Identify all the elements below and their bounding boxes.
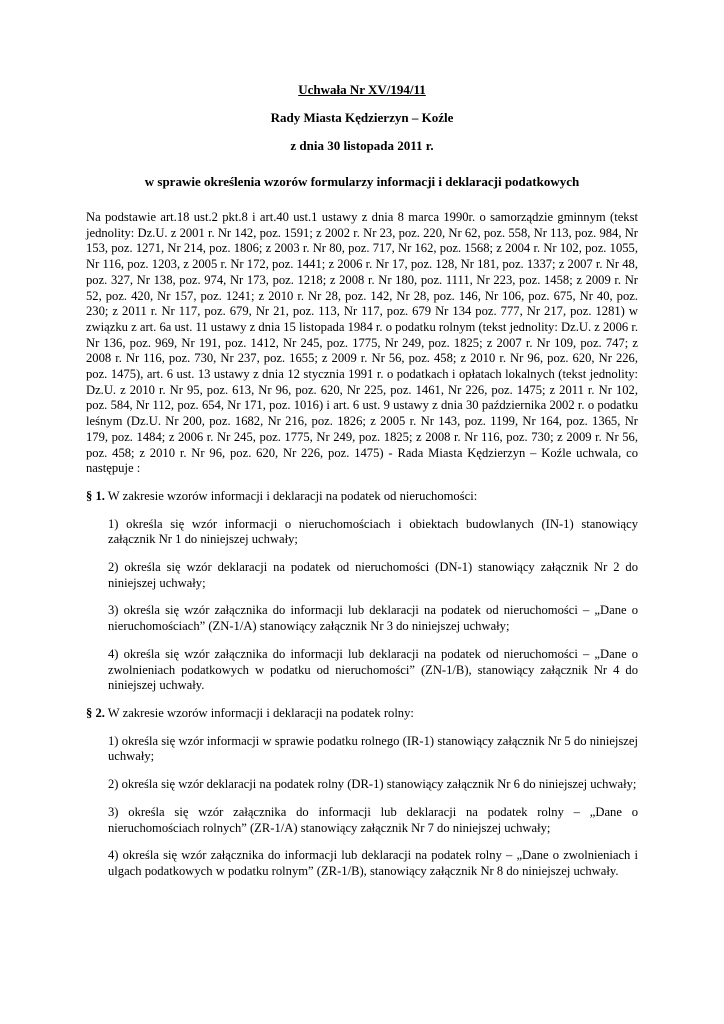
document-page <box>86 82 638 892</box>
section-2-item-4: 4) określa się wzór załącznika do informacji lub deklaracji na podatek rolny – „Dane o zwolnieniach i ulgach podatkowych w podatku rolnym” (ZR-1/B), stanowiący załącznik Nr 8 do niniejszej uchwały. <box>108 848 638 878</box>
section-2-item-3: 3) określa się wzór załącznika do informacji lub deklaracji na podatek rolny – „Dane o nieruchomościach rolnych” (ZR-1/A) stanowiący załącznik Nr 7 do niniejszej uchwały; <box>108 804 638 835</box>
section-1-item-2: 2) określa się wzór deklaracji na podatek od nieruchomości (DN-1) stanowiący załącznik Nr 2 do niniejszej uchwały; <box>108 560 638 590</box>
section-1-item-3: 3) określa się wzór załącznika do informacji lub deklaracji na podatek od nieruchomości – „Dane o nieruchomościach” (ZN-1/A) stanowiący załącznik Nr 3 do niniejszej uchwały; <box>108 603 638 634</box>
section-2-number: § 2. <box>86 705 105 720</box>
section-2-text: W zakresie wzorów informacji i deklaracji na podatek rolny: <box>104 705 414 720</box>
resolution-issuer: Rady Miasta Kędzierzyn – Koźle <box>270 110 454 125</box>
section-2-item-2: 2) określa się wzór deklaracji na podatek rolny (DR-1) stanowiący załącznik Nr 6 do niniejszej uchwały; <box>108 777 637 792</box>
section-1-item-4: 4) określa się wzór załącznika do informacji lub deklaracji na podatek od nieruchomości – „Dane o zwolnieniach podatkowych w podatku od nieruchomości” (ZN-1/B), stanowiący załącznik Nr 4 do niniejszej uchwały. <box>108 646 638 693</box>
resolution-subject: w sprawie określenia wzorów formularzy informacji i deklaracji podatkowych <box>144 174 580 189</box>
section-2-heading <box>86 706 638 722</box>
section-1-heading <box>86 489 638 505</box>
legal-basis-paragraph: Na podstawie art.18 ust.2 pkt.8 i art.40 ust.1 ustawy z dnia 8 marca 1990r. o samorządzie gminnym (tekst jednolity: Dz.U. z 2001 r. Nr 142, poz. 1591; z 2002 r. Nr 23, poz. 220, Nr 62, poz. 558, Nr 113, poz. 984, Nr 153, poz. 1271, Nr 214, poz. 1806; z 2003 r. Nr 80, poz. 717, Nr 162, poz. 1568; z 2004 r. Nr 102, poz. 1055, Nr 116, poz. 1203, z 2005 r. Nr 172, poz. 1441; z 2006 r. Nr 17, poz. 128, Nr 181, poz. 1337; z 2007 r. Nr 48, poz. 327, Nr 138, poz. 974, Nr 173, poz. 1218; z 2008 r. Nr 180, poz. 1111, Nr 223, poz. 1458; z 2009 r. Nr 52, poz. 420, Nr 157, poz. 1241; z 2010 r. Nr 28, poz. 142, Nr 28, poz. 146, Nr 106, poz. 675, Nr 40, poz. 230; z 2011 r. Nr 117, poz. 679, Nr 21, poz. 113, Nr 117, poz. 679 Nr 134 poz. 777, Nr 217, poz. 1281) w związku z art. 6a ust. 11 ustawy z dnia 15 listopada 1984 r. o podatku rolnym (tekst jednolity: Dz.U. z 2006 r. Nr 136, poz. 969, Nr 191, poz. 1412, Nr 245, poz. 1775, Nr 249, poz. 1825; z 2007 r. Nr 109, poz. 747; z 2008 r. Nr 116, poz. 730, Nr 237, poz. 1655; z 2009 r. Nr 56, poz. 458; z 2010 r. Nr 96, poz. 620, Nr 226, poz. 1475), art. 6 ust. 13 ustawy z dnia 12 stycznia 1991 r. o podatkach i opłatach lokalnych (tekst jednolity: Dz.U. z 2010 r. Nr 95, poz. 613, Nr 96, poz. 620, Nr 225, poz. 1461, Nr 226, poz. 1475; z 2011 r. Nr 102, poz. 584, Nr 112, poz. 654, Nr 171, poz. 1016) i art. 6 ust. 9 ustawy z dnia 30 października 2002 r. o podatku leśnym (Dz.U. Nr 200, poz. 1682, Nr 216, poz. 1826; z 2005 r. Nr 143, poz. 1199, Nr 164, poz. 1365, Nr 179, poz. 1484; z 2006 r. Nr 245, poz. 1775, Nr 249, poz. 1825; z 2008 r. Nr 116, poz. 730; z 2009 r. Nr 56, poz. 458; z 2010 r. Nr 96, poz. 620, Nr 226, poz. 1475) - Rada Miasta Kędzierzyn – Koźle uchwala, co następuje : <box>86 210 638 476</box>
section-2-item-1: 1) określa się wzór informacji w sprawie podatku rolnego (IR-1) stanowiący załącznik Nr 5 do niniejszej uchwały; <box>108 733 638 764</box>
section-1-number: § 1. <box>86 488 105 503</box>
section-1-item-1: 1) określa się wzór informacji o nieruchomościach i obiektach budowlanych (IN-1) stanowiący załącznik Nr 1 do niniejszej uchwały; <box>108 516 638 547</box>
resolution-title: Uchwała Nr XV/194/11 <box>298 82 426 97</box>
resolution-date: z dnia 30 listopada 2011 r. <box>290 138 434 153</box>
section-1-text: W zakresie wzorów informacji i deklaracji na podatek od nieruchomości: <box>104 488 478 503</box>
